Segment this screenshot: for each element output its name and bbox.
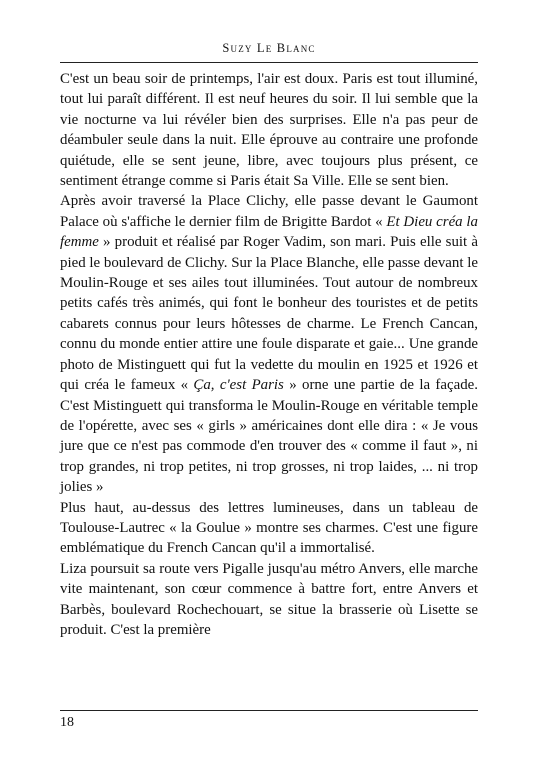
paragraph-4: Liza poursuit sa route vers Pigalle jusqu'au métro Anvers, elle marche vite maintenant, son cœur commence à battre fort, entre Anvers et Barbès, boulevard Rochechouart, se situe la brasserie où Lisette se produit. C'est la première	[60, 560, 478, 638]
paragraph-2-part-2: » produit et réalisé par Roger Vadim, son mari. Puis elle suit à pied le boulevard de Clichy. Sur la Place Blanche, elle passe devant le Moulin-Rouge et ses ailes tout illuminées. Tout autour de nombreux petits cafés très animés, qui font le bonheur des touristes et de petits cabarets connus pour leurs hôtesses de charme. Le French Cancan, connu du monde entier attire une foule disparate et gaie... Une grande photo de Mistinguett qui fut la vedette du moulin en 1925 et 1926 et qui créa le fameux «	[60, 234, 478, 394]
song-title: Ça, c'est Paris	[193, 377, 284, 394]
paragraph-3: Plus haut, au-dessus des lettres lumineuses, dans un tableau de Toulouse-Lautrec « la Goulue » montre ses charmes. C'est une figure emblématique du French Cancan qu'il a immortalisé.	[60, 499, 478, 557]
paragraph-1: C'est un beau soir de printemps, l'air est doux. Paris est tout illuminé, tout lui paraît différent. Il est neuf heures du soir. Il lui semble que la vie nocturne va lui révéler bien des surprises. Elle n'a pas peur de déambuler seule dans la nuit. Elle éprouve au contraire une profonde quiétude, elle se sent jeune, libre, avec toujours plus présent, ce sentiment étrange comme si Paris était Sa Ville. Elle se sent bien.	[60, 71, 478, 190]
paragraph-2	[60, 191, 478, 497]
footer-rule	[60, 710, 478, 711]
running-head-text: Suzy Le Blanc	[222, 41, 316, 55]
film-title: Et Dieu créa la femme	[60, 213, 478, 251]
body-text	[60, 69, 478, 640]
paragraph-2-part-3: » orne une partie de la façade. C'est Mistinguett qui transforma le Moulin-Rouge en véritable temple de l'opérette, avec ses « girls » américaines dont elle dira : « Je vous jure que ce n'est pas commode d'en trouver des « comme il faut », ni trop grandes, ni trop petites, ni trop grosses, ni trop laides, ... ni trop jolies »	[60, 377, 478, 496]
header-rule	[60, 62, 478, 63]
paragraph-2-part-1: Après avoir traversé la Place Clichy, elle passe devant le Gaumont Palace où s'affiche le dernier film de Brigitte Bardot «	[60, 193, 478, 230]
running-head	[60, 40, 478, 56]
page-number: 18	[60, 715, 74, 730]
